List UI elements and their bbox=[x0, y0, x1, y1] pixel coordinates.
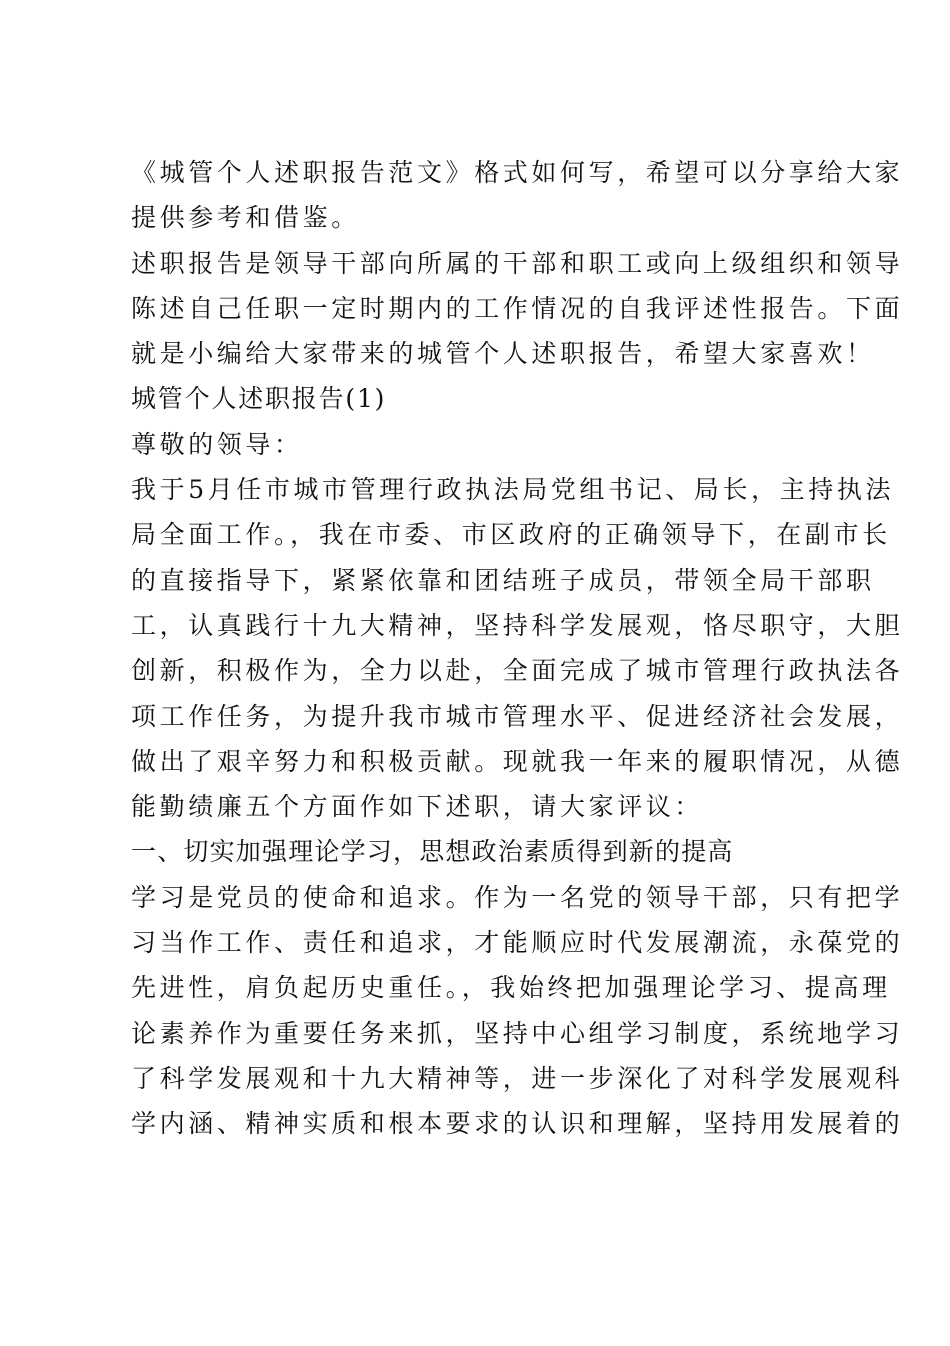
paragraph-line: 《城管个人述职报告范文》格式如何写，希望可以分享给大家 bbox=[131, 158, 904, 187]
paragraph-line: 先进性，肩负起历史重任。，我始终把加强理论学习、提高理 bbox=[131, 973, 891, 1003]
paragraph-line: 就是小编给大家带来的城管个人述职报告，希望大家喜欢！ bbox=[131, 339, 875, 369]
section-1-paragraph bbox=[131, 875, 904, 1147]
paragraph-line: 创新，积极作为，全力以赴，全面完成了城市管理行政执法各 bbox=[131, 656, 904, 686]
paragraph-line: 提供参考和借鉴。 bbox=[131, 203, 360, 233]
paragraph-line: 了科学发展观和十九大精神等，进一步深化了对科学发展观科 bbox=[131, 1063, 904, 1093]
intro-paragraph bbox=[131, 150, 904, 241]
paragraph-line: 能勤绩廉五个方面作如下述职，请大家评议： bbox=[131, 792, 704, 822]
paragraph-line: 陈述自己任职一定时期内的工作情况的自我评述性报告。下面 bbox=[131, 293, 904, 323]
section-heading: 一、切实加强理论学习，思想政治素质得到新的提高 bbox=[131, 837, 734, 867]
definition-paragraph bbox=[131, 241, 904, 377]
paragraph-line: 工，认真践行十九大精神，坚持科学发展观，恪尽职守，大胆 bbox=[131, 610, 904, 640]
paragraph-line: 项工作任务，为提升我市城市管理水平、促进经济社会发展， bbox=[131, 701, 904, 731]
opening-paragraph bbox=[131, 467, 904, 829]
paragraph-line: 局全面工作。，我在市委、市区政府的正确领导下，在副市长 bbox=[131, 520, 891, 550]
paragraph-line: 习当作工作、责任和追求，才能顺应时代发展潮流，永葆党的 bbox=[131, 928, 904, 958]
paragraph-line: 论素养作为重要任务来抓，坚持中心组学习制度，系统地学习 bbox=[131, 1018, 904, 1048]
paragraph-line: 做出了艰辛努力和积极贡献。现就我一年来的履职情况，从德 bbox=[131, 746, 904, 776]
paragraph-line: 述职报告是领导干部向所属的干部和职工或向上级组织和领导 bbox=[131, 248, 904, 278]
paragraph-line: 我于5月任市城市管理行政执法局党组书记、局长，主持执法 bbox=[131, 475, 895, 505]
document-body bbox=[131, 150, 904, 1147]
report-title: 城管个人述职报告(1) bbox=[131, 384, 387, 414]
paragraph-line: 学内涵、精神实质和根本要求的认识和理解，坚持用发展着的 bbox=[131, 1109, 904, 1139]
paragraph-line: 学习是党员的使命和追求。作为一名党的领导干部，只有把学 bbox=[131, 882, 904, 912]
paragraph-line: 的直接指导下，紧紧依靠和团结班子成员，带领全局干部职 bbox=[131, 565, 875, 595]
salutation: 尊敬的领导： bbox=[131, 429, 303, 459]
